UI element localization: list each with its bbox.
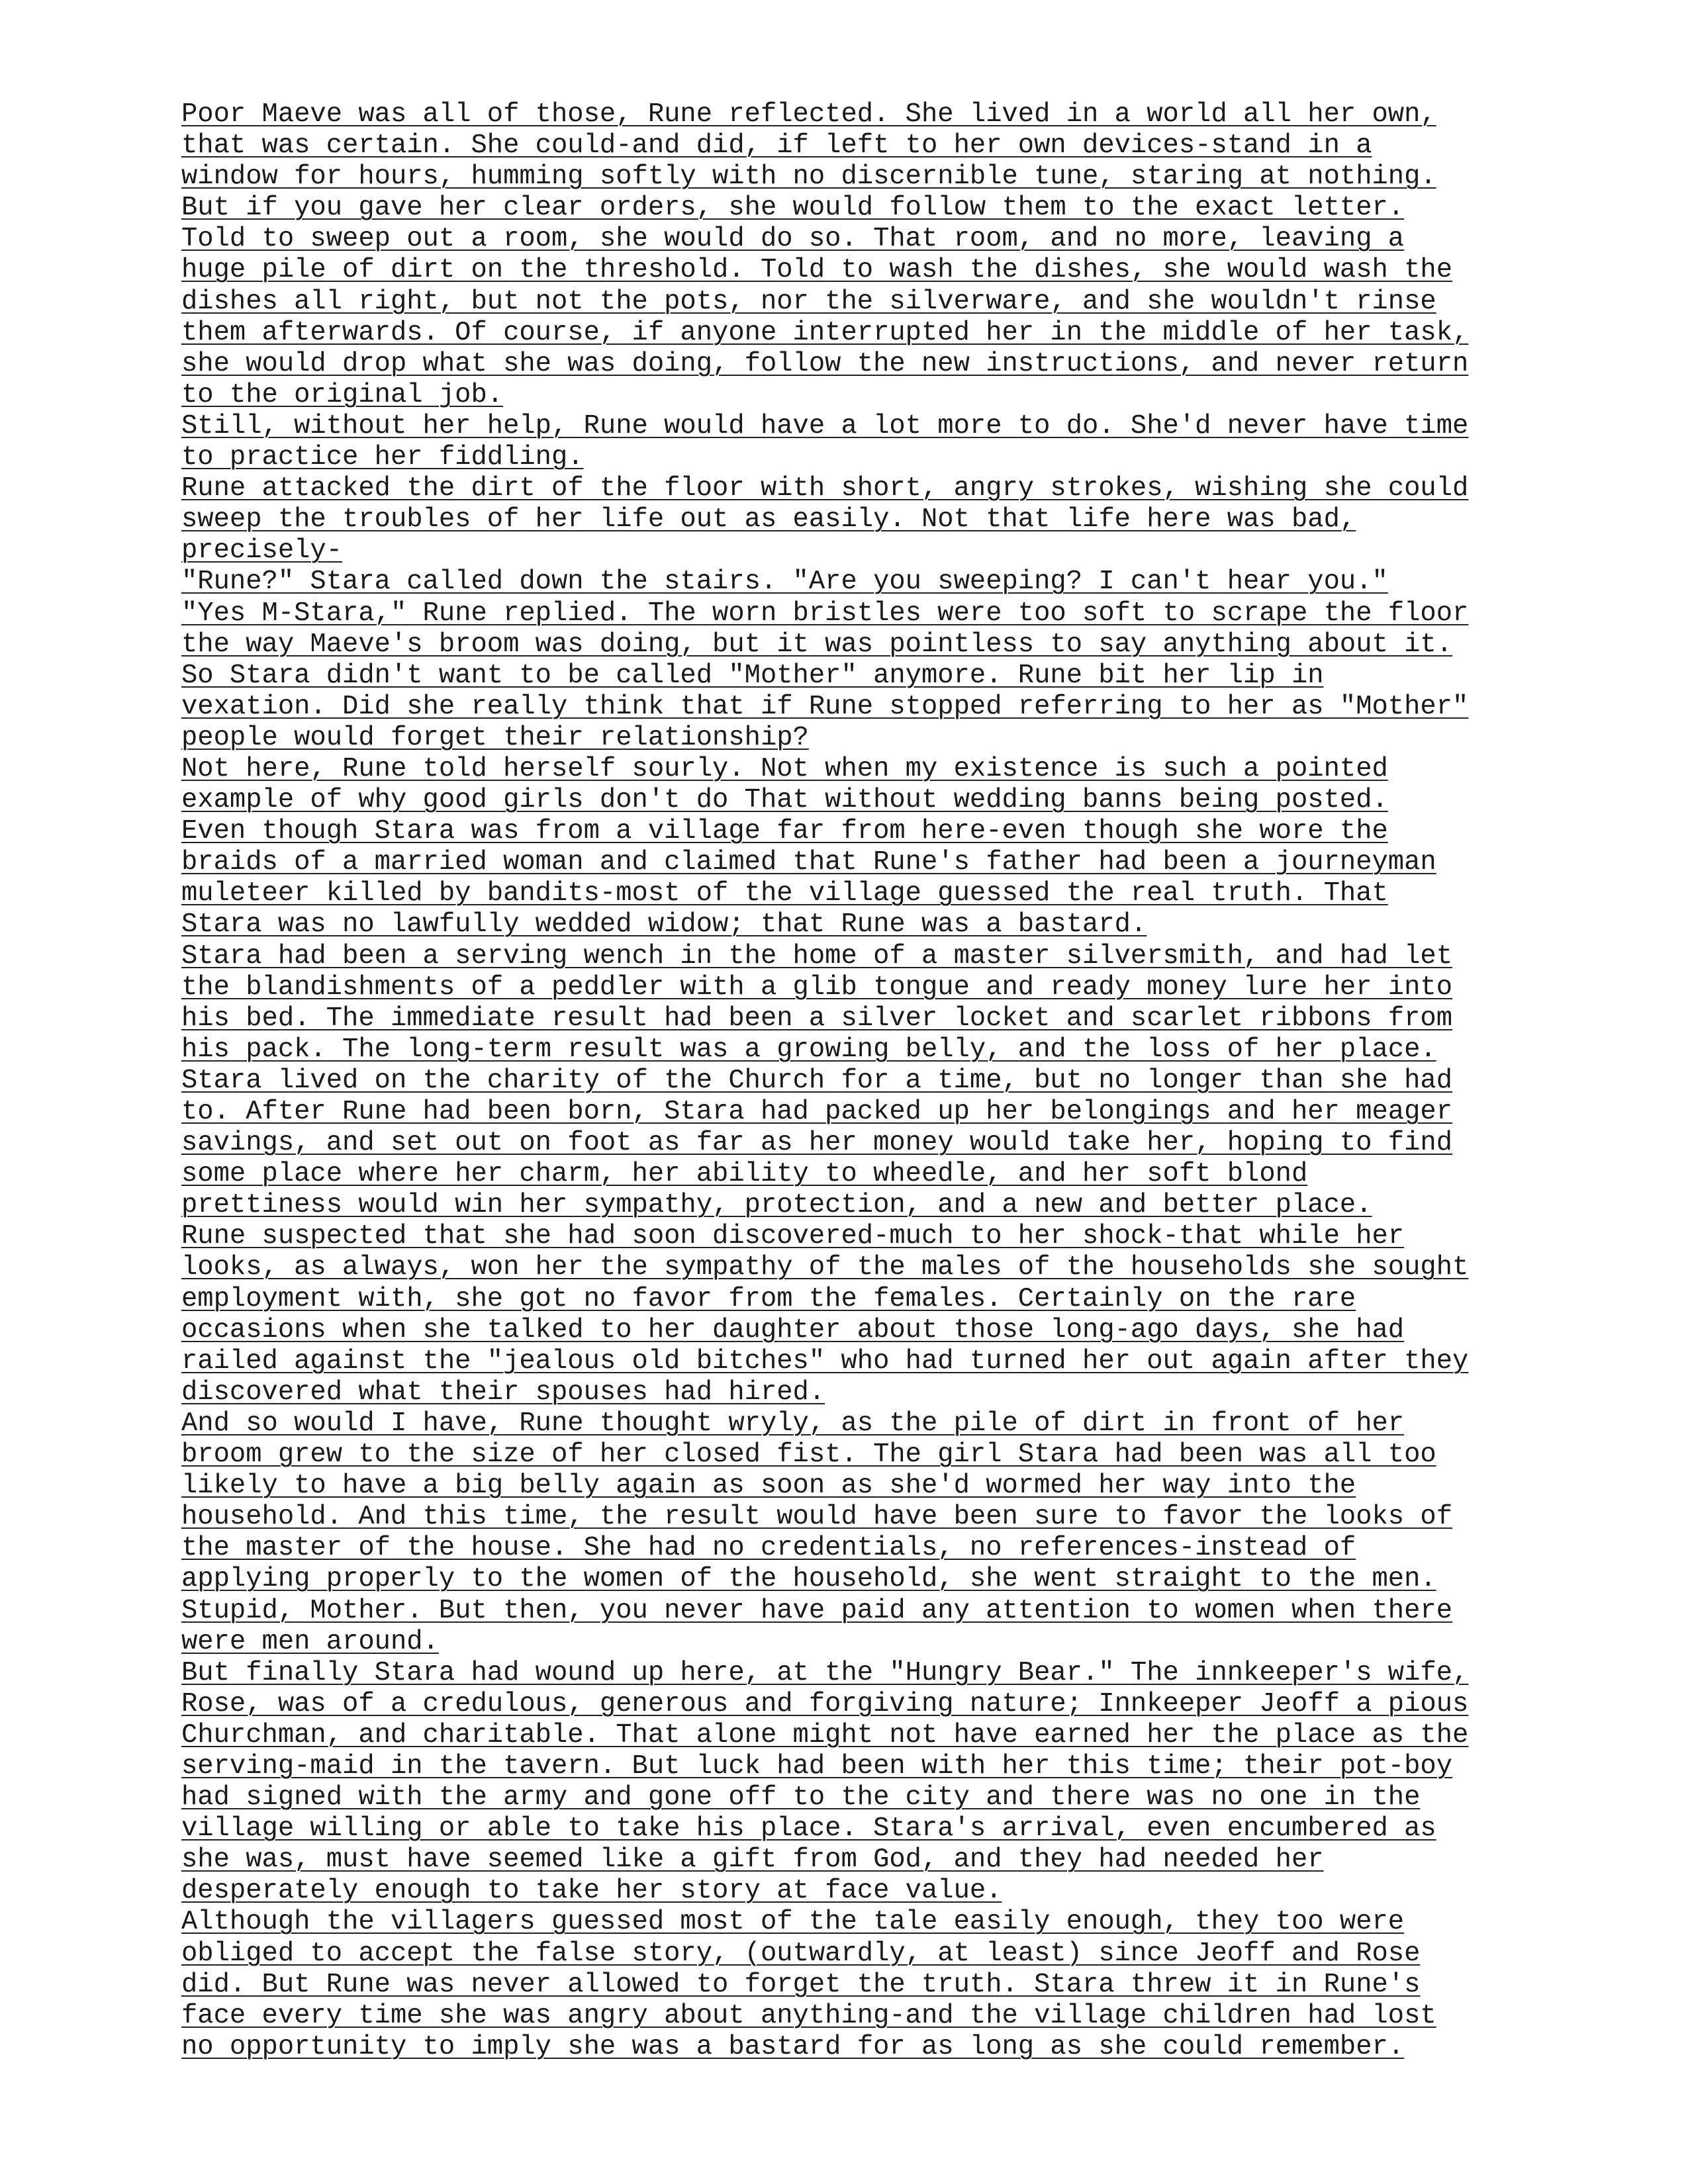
text-line-content: example of why good girls don't do That without wedding banns being posted. [181, 785, 1388, 816]
text-line [181, 1813, 1519, 1844]
text-line-content: some place where her charm, her ability to wheedle, and her soft blond [181, 1159, 1308, 1190]
text-line-content: Told to sweep out a room, she would do so. That room, and no more, leaving a [181, 224, 1405, 255]
text-line [181, 1844, 1519, 1876]
text-line [181, 255, 1519, 286]
text-line [181, 754, 1519, 785]
text-line-content: face every time she was angry about anything-and the village children had lost [181, 2000, 1436, 2031]
text-line [181, 442, 1519, 473]
text-line-content: did. But Rune was never allowed to forget the truth. Stara threw it in Rune's [181, 1969, 1421, 2000]
text-line [181, 193, 1519, 224]
text-line [181, 1159, 1519, 1190]
text-line [181, 816, 1519, 847]
text-line-content: discovered what their spouses had hired. [181, 1377, 825, 1408]
text-line [181, 1533, 1519, 1564]
text-line-content: serving-maid in the tavern. But luck had been with her this time; their pot-boy [181, 1751, 1453, 1782]
text-line-content: no opportunity to imply she was a bastard for as long as she could remember. [181, 2031, 1405, 2062]
text-line [181, 660, 1519, 692]
text-line [181, 2001, 1519, 2032]
text-line-content: Rune suspected that she had soon discovered-much to her shock-that while her [181, 1221, 1405, 1252]
text-line [181, 567, 1519, 598]
text-line-content: Stara had been a serving wench in the home of a master silversmith, and had let [181, 940, 1453, 972]
text-line-content: Churchman, and charitable. That alone might not have earned her the place as the [181, 1719, 1469, 1751]
text-line [181, 909, 1519, 940]
text-line [181, 941, 1519, 972]
text-line-content: broom grew to the size of her closed fist. The girl Stara had been was all too [181, 1439, 1436, 1471]
text-line-content: Although the villagers guessed most of the tale easily enough, they too were [181, 1907, 1405, 1938]
text-line-content: household. And this time, the result would have been sure to favor the looks of [181, 1502, 1453, 1533]
text-line-content: she was, must have seemed like a gift from God, and they had needed her [181, 1844, 1324, 1876]
text-line [181, 130, 1519, 161]
text-line-content: Rose, was of a credulous, generous and forgiving nature; Innkeeper Jeoff a pious [181, 1688, 1469, 1719]
text-line [181, 1689, 1519, 1720]
text-line [181, 1097, 1519, 1128]
text-line [181, 692, 1519, 723]
text-line-content: "Rune?" Stara called down the stairs. "Are you sweeping? I can't hear you." [181, 567, 1388, 598]
text-line-content: Not here, Rune told herself sourly. Not when my existence is such a pointed [181, 753, 1388, 784]
text-line [181, 629, 1519, 660]
text-line-content: his pack. The long-term result was a growing belly, and the loss of her place. [181, 1034, 1436, 1065]
text-line-content: his bed. The immediate result had been a silver locket and scarlet ribbons from [181, 1003, 1453, 1034]
text-line [181, 1346, 1519, 1377]
text-line [181, 1751, 1519, 1782]
text-line [181, 1128, 1519, 1159]
text-line [181, 1907, 1519, 1938]
text-line-content: to. After Rune had been born, Stara had packed up her belongings and her meager [181, 1097, 1453, 1127]
text-line-content: Stupid, Mother. But then, you never have paid any attention to women when there [181, 1595, 1453, 1626]
text-line [181, 1938, 1519, 1970]
text-line [181, 1596, 1519, 1627]
text-line [181, 1408, 1519, 1439]
text-line [181, 1439, 1519, 1471]
text-line-content: prettiness would win her sympathy, protection, and a new and better place. [181, 1190, 1372, 1221]
text-line-content: sweep the troubles of her life out as easily. Not that life here was bad, [181, 504, 1356, 535]
text-line-content: were men around. [181, 1626, 439, 1657]
text-line [181, 723, 1519, 754]
text-line [181, 1627, 1519, 1658]
text-line [181, 2032, 1519, 2063]
text-line-content: "Yes M-Stara," Rune replied. The worn bristles were too soft to scrape the floor [181, 598, 1469, 629]
text-line-content: Stara was no lawfully wedded widow; that Rune was a bastard. [181, 909, 1147, 940]
text-line [181, 1034, 1519, 1066]
text-line-content: dishes all right, but not the pots, nor the silverware, and she wouldn't rinse [181, 286, 1436, 317]
text-line-content: Even though Stara was from a village far from here-even though she wore the [181, 816, 1388, 847]
text-line [181, 535, 1519, 567]
text-line-content: precisely- [181, 535, 343, 567]
text-line-content: the blandishments of a peddler with a glib tongue and ready money lure her into [181, 972, 1453, 1003]
document-body-text [181, 99, 1519, 2063]
text-line [181, 1502, 1519, 1533]
text-line-content: village willing or able to take his place. Stara's arrival, even encumbered as [181, 1813, 1436, 1844]
text-line-content: the master of the house. She had no credentials, no references-instead of [181, 1533, 1356, 1564]
text-line [181, 318, 1519, 349]
text-line [181, 1658, 1519, 1689]
text-line [181, 1377, 1519, 1408]
text-line [181, 785, 1519, 816]
text-line-content: had signed with the army and gone off to the city and there was no one in the [181, 1782, 1421, 1813]
text-line [181, 161, 1519, 193]
text-line [181, 349, 1519, 380]
text-line-content: them afterwards. Of course, if anyone interrupted her in the middle of her task, [181, 317, 1469, 348]
text-line-content: occasions when she talked to her daughter about those long-ago days, she had [181, 1314, 1405, 1345]
text-line [181, 287, 1519, 318]
text-line-content: desperately enough to take her story at face value. [181, 1876, 1002, 1907]
text-line [181, 224, 1519, 255]
text-line [181, 411, 1519, 442]
text-line [181, 1003, 1519, 1034]
text-line [181, 847, 1519, 878]
text-line-content: likely to have a big belly again as soon as she'd wormed her way into the [181, 1471, 1356, 1502]
text-line-content: to the original job. [181, 379, 504, 410]
text-line-content: people would forget their relationship? [181, 722, 809, 753]
text-line [181, 1284, 1519, 1315]
text-line [181, 878, 1519, 909]
text-line-content: employment with, she got no favor from the females. Certainly on the rare [181, 1283, 1356, 1314]
text-line-content: that was certain. She could-and did, if left to her own devices-stand in a [181, 130, 1372, 161]
text-line [181, 1970, 1519, 2001]
text-line [181, 99, 1519, 130]
text-line [181, 598, 1519, 629]
text-line-content: the way Maeve's broom was doing, but it was pointless to say anything about it. [181, 629, 1453, 660]
text-line [181, 504, 1519, 535]
text-line [181, 1066, 1519, 1097]
text-line-content: railed against the "jealous old bitches" who had turned her out again after they [181, 1345, 1469, 1377]
text-line [181, 1782, 1519, 1813]
text-line [181, 972, 1519, 1003]
text-line-content: applying properly to the women of the household, she went straight to the men. [181, 1564, 1436, 1595]
text-line-content: obliged to accept the false story, (outwardly, at least) since Jeoff and Rose [181, 1938, 1421, 1969]
text-line-content: But finally Stara had wound up here, at the "Hungry Bear." The innkeeper's wife, [181, 1657, 1469, 1688]
text-line [181, 473, 1519, 504]
text-line [181, 380, 1519, 411]
text-line-content: vexation. Did she really think that if Rune stopped referring to her as "Mother" [181, 691, 1469, 722]
text-line [181, 1720, 1519, 1751]
text-line-content: Stara lived on the charity of the Church for a time, but no longer than she had [181, 1065, 1453, 1096]
text-line-content: Rune attacked the dirt of the floor with short, angry strokes, wishing she could [181, 473, 1469, 504]
text-line [181, 1190, 1519, 1221]
text-line [181, 1315, 1519, 1346]
text-line-content: braids of a married woman and claimed that Rune's father had been a journeyman [181, 847, 1436, 878]
text-line-content: But if you gave her clear orders, she would follow them to the exact letter. [181, 193, 1405, 224]
text-line [181, 1471, 1519, 1502]
text-line-content: Poor Maeve was all of those, Rune reflected. She lived in a world all her own, [181, 99, 1436, 130]
text-line-content: muleteer killed by bandits-most of the village guessed the real truth. That [181, 878, 1388, 909]
text-line [181, 1876, 1519, 1907]
text-line [181, 1252, 1519, 1283]
text-line-content: huge pile of dirt on the threshold. Told to wash the dishes, she would wash the [181, 255, 1453, 286]
text-line-content: Still, without her help, Rune would have a lot more to do. She'd never have time [181, 410, 1469, 441]
text-line-content: to practice her fiddling. [181, 442, 584, 473]
text-line-content: window for hours, humming softly with no discernible tune, staring at nothing. [181, 161, 1436, 193]
text-line-content: she would drop what she was doing, follow the new instructions, and never return [181, 348, 1469, 379]
text-line-content: savings, and set out on foot as far as her money would take her, hoping to find [181, 1128, 1453, 1159]
text-line-content: And so would I have, Rune thought wryly, as the pile of dirt in front of her [181, 1408, 1405, 1439]
text-line-content: So Stara didn't want to be called "Mother" anymore. Rune bit her lip in [181, 660, 1324, 691]
text-line [181, 1221, 1519, 1252]
text-line-content: looks, as always, won her the sympathy of the males of the households she sought [181, 1252, 1469, 1283]
text-line [181, 1564, 1519, 1595]
